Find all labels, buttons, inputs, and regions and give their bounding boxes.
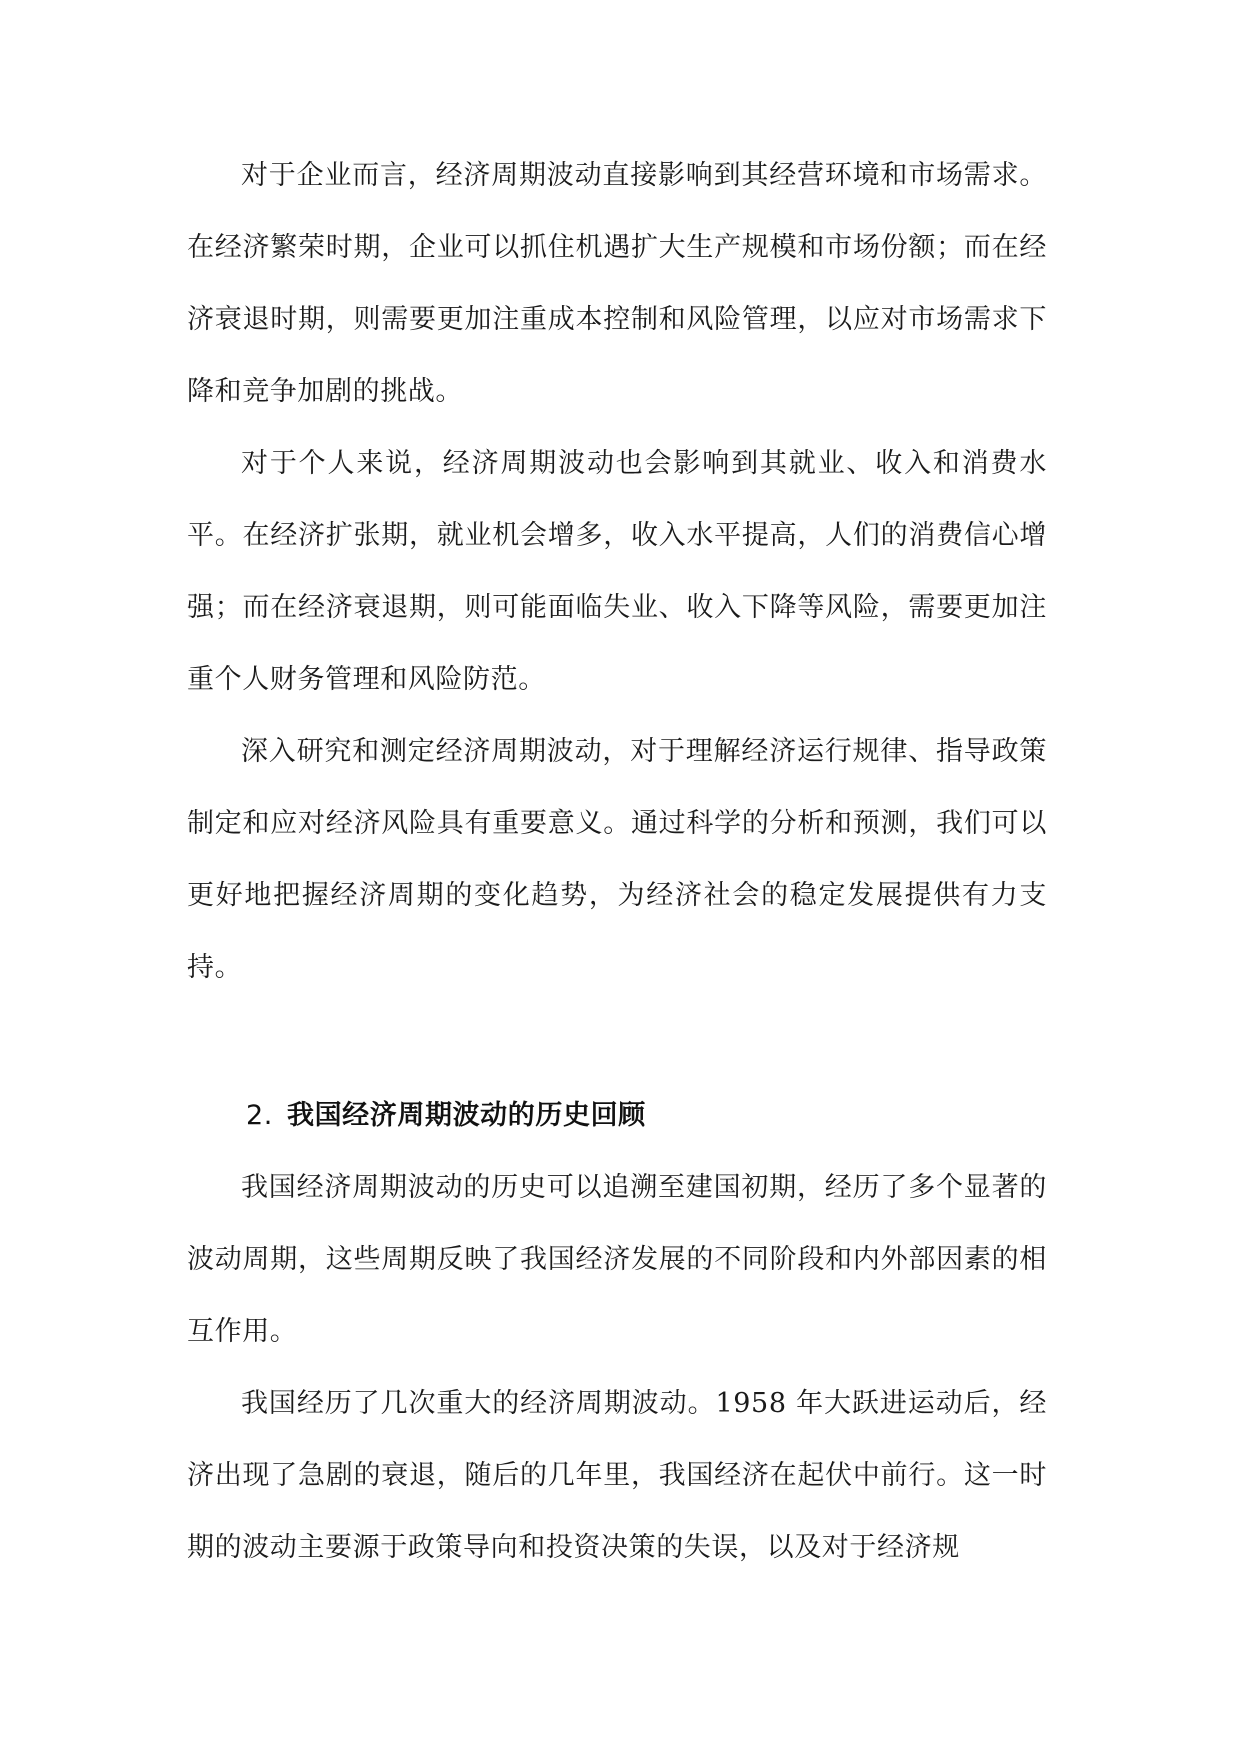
paragraph-significance: 深入研究和测定经济周期波动，对于理解经济运行规律、指导政策制定和应对经济风险具有重要意义。通过科学的分析和预测，我们可以更好地把握经济周期的变化趋势，为经济社会的稳定发展提供有力支持。 bbox=[187, 736, 1047, 983]
paragraph-enterprise: 对于企业而言，经济周期波动直接影响到其经营环境和市场需求。在经济繁荣时期，企业可以抓住机遇扩大生产规模和市场份额；而在经济衰退时期，则需要更加注重成本控制和风险管理，以应对市场需求下降和竞争加剧的挑战。 bbox=[187, 160, 1047, 407]
section-number: 2. bbox=[246, 1100, 273, 1131]
section-2-body bbox=[187, 1152, 1047, 1584]
section-2-heading bbox=[246, 1080, 646, 1152]
section-1-body bbox=[187, 140, 1047, 1004]
paragraph-history-intro: 我国经济周期波动的历史可以追溯至建国初期，经历了多个显著的波动周期，这些周期反映了我国经济发展的不同阶段和内外部因素的相互作用。 bbox=[187, 1172, 1047, 1347]
paragraph-major-fluctuations: 我国经历了几次重大的经济周期波动。1958 年大跃进运动后，经济出现了急剧的衰退，随后的几年里，我国经济在起伏中前行。这一时期的波动主要源于政策导向和投资决策的失误，以及对于经济规 bbox=[187, 1388, 1047, 1563]
section-title: 我国经济周期波动的历史回顾 bbox=[286, 1100, 646, 1131]
paragraph-individual: 对于个人来说，经济周期波动也会影响到其就业、收入和消费水平。在经济扩张期，就业机会增多，收入水平提高，人们的消费信心增强；而在经济衰退期，则可能面临失业、收入下降等风险，需要更加注重个人财务管理和风险防范。 bbox=[187, 448, 1047, 695]
